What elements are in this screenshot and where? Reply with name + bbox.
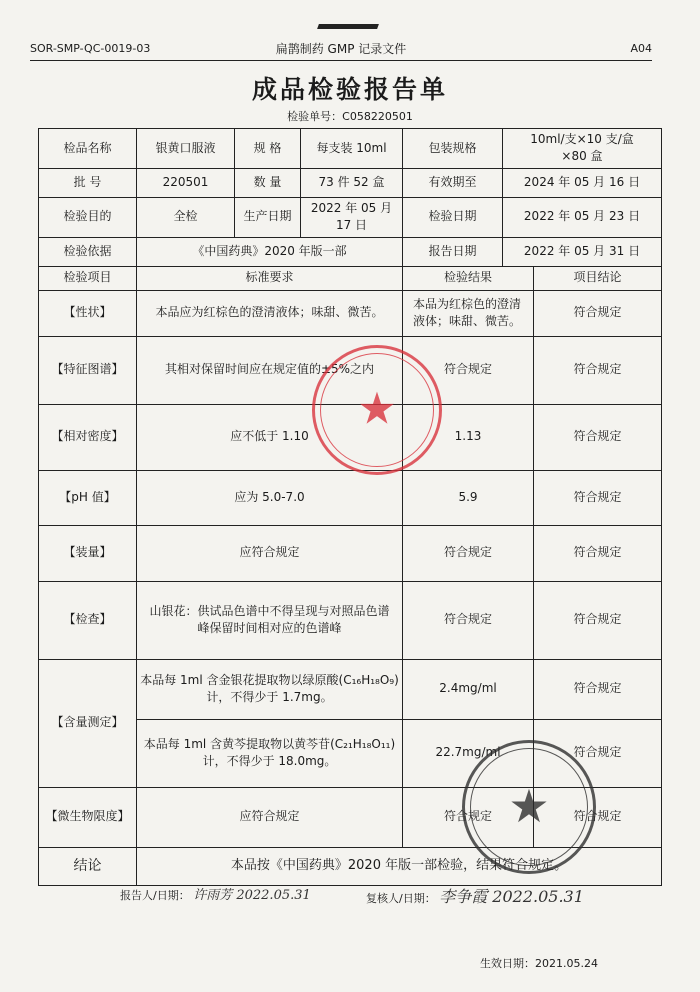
row-conclusion: 符合规定 [534,470,662,525]
reviewer-signature-line: 复核人/日期： 李争霞 2022.05.31 [366,887,584,906]
reporter-signature: 许雨芳 2022.05.31 [193,888,311,903]
row-result: 本品为红棕色的澄清液体；味甜、微苦。 [403,290,534,336]
test-date-value: 2022 年 05 月 23 日 [503,197,662,237]
row-standard: 应为 5.0-7.0 [137,470,403,525]
effective-date: 生效日期：2021.05.24 [480,957,598,970]
row-result: 1.13 [403,404,534,470]
basis-value: 《中国药典》2020 年版一部 [137,237,403,266]
page-code: A04 [630,41,652,55]
basis-label: 检验依据 [39,237,137,266]
row-standard: 应符合规定 [137,525,403,581]
stamp-star-icon: ★ [357,383,397,435]
row-conclusion: 符合规定 [534,290,662,336]
expiry-label: 有效期至 [403,168,503,197]
spec-value: 每支装 10ml [301,129,403,169]
assay-2-standard: 本品每 1ml 含黄芩提取物以黄芩苷(C₂₁H₁₈O₁₁)计，不得少于 18.0mg。 [137,719,403,787]
document-code: SOR-SMP-QC-0019-03 [30,41,151,55]
doc-number: 检验单号：C058220501 [287,110,413,123]
spec-label: 规 格 [235,129,301,169]
row-conclusion: 符合规定 [534,787,662,847]
row-appearance [39,290,662,336]
batch-value: 220501 [137,168,235,197]
assay-1-result: 2.4mg/ml [403,659,534,719]
row-item: 【装量】 [39,525,137,581]
info-row-1 [39,129,662,169]
report-title: 成品检验报告单 [251,75,448,104]
qty-value: 73 件 52 盒 [301,168,403,197]
info-row-3 [39,197,662,237]
purpose-value: 全检 [137,197,235,237]
row-ph [39,470,662,525]
top-scan-mark [317,24,379,29]
document-header [30,36,652,61]
assay-2-result: 22.7mg/ml [403,719,534,787]
info-row-2 [39,168,662,197]
expiry-value: 2024 年 05 月 16 日 [503,168,662,197]
product-label: 检品名称 [39,129,137,169]
row-item: 【性状】 [39,290,137,336]
row-inspection [39,581,662,659]
row-item: 【相对密度】 [39,404,137,470]
row-standard: 应不低于 1.10 [137,404,403,470]
row-standard: 山银花：供试品色谱中不得呈现与对照品色谱峰保留时间相对应的色谱峰 [137,581,403,659]
info-row-4 [39,237,662,266]
seal-star-icon: ★ [508,778,550,833]
row-fingerprint [39,336,662,404]
report-date-label: 报告日期 [403,237,503,266]
col-conclusion: 项目结论 [534,266,662,290]
row-item: 【特征图谱】 [39,336,137,404]
column-header-row [39,266,662,290]
test-date-label: 检验日期 [403,197,503,237]
assay-1-conclusion: 符合规定 [534,659,662,719]
row-item: 【pH 值】 [39,470,137,525]
batch-label: 批 号 [39,168,137,197]
qty-label: 数 量 [235,168,301,197]
col-standard: 标准要求 [137,266,403,290]
inspection-table [38,128,662,886]
row-result: 符合规定 [403,336,534,404]
row-item: 【微生物限度】 [39,787,137,847]
mfg-date-label: 生产日期 [235,197,301,237]
row-conclusion: 符合规定 [534,404,662,470]
product-name: 银黄口服液 [137,129,235,169]
row-density [39,404,662,470]
row-fill-volume [39,525,662,581]
row-result: 5.9 [403,470,534,525]
row-final-conclusion [39,847,662,885]
row-conclusion: 符合规定 [534,525,662,581]
row-conclusion: 符合规定 [534,336,662,404]
reviewer-signature: 李争霞 2022.05.31 [439,887,584,906]
conclusion-text: 本品按《中国药典》2020 年版一部检验，结果符合规定。 [137,847,662,885]
conclusion-label: 结论 [39,847,137,885]
company-title: 扁鹊制药 GMP 记录文件 [275,41,407,56]
pack-label: 包装规格 [403,129,503,169]
assay-item: 【含量测定】 [39,659,137,787]
row-standard: 应符合规定 [137,787,403,847]
row-result: 符合规定 [403,525,534,581]
row-result: 符合规定 [403,787,534,847]
col-result: 检验结果 [403,266,534,290]
row-microbial [39,787,662,847]
report-date-value: 2022 年 05 月 31 日 [503,237,662,266]
purpose-label: 检验目的 [39,197,137,237]
col-item: 检验项目 [39,266,137,290]
row-assay-1 [39,659,662,719]
mfg-date-value: 2022 年 05 月 17 日 [301,197,403,237]
assay-2-conclusion: 符合规定 [534,719,662,787]
row-item: 【检查】 [39,581,137,659]
row-standard: 本品应为红棕色的澄清液体；味甜、微苦。 [137,290,403,336]
row-conclusion: 符合规定 [534,581,662,659]
pack-value: 10ml/支×10 支/盒 ×80 盒 [503,129,662,169]
reporter-signature-line: 报告人/日期： 许雨芳 2022.05.31 [120,888,311,903]
assay-1-standard: 本品每 1ml 含金银花提取物以绿原酸(C₁₆H₁₈O₉)计，不得少于 1.7mg。 [137,659,403,719]
row-result: 符合规定 [403,581,534,659]
row-standard: 其相对保留时间应在规定值的±5%之内 [137,336,403,404]
